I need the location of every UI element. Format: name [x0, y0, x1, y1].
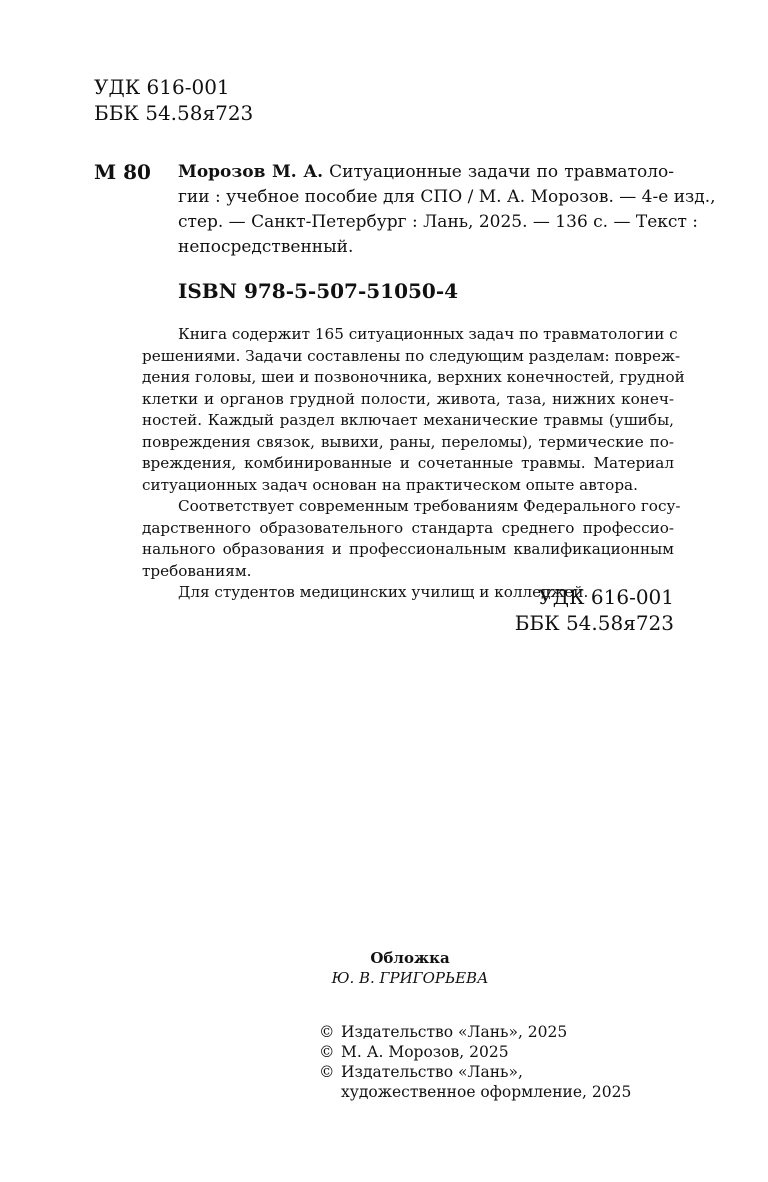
annotation-line: Книга содержит 165 ситуационных задач по травматологии с	[178, 325, 678, 343]
cover-credit	[320, 948, 500, 988]
cover-label: Обложка	[370, 949, 450, 967]
annotation-line: Для студентов медицинских училищ и колледжей.	[178, 583, 589, 601]
annotation-line: ностей. Каждый раздел включает механические травмы (ушибы,	[142, 411, 674, 429]
bbk-code: ББК 54.58я723	[94, 101, 254, 125]
copyright-icon: ©	[319, 1063, 335, 1081]
annotation-line: Соответствует современным требованиям Федерального госу-	[178, 497, 681, 515]
author-name: Морозов М. А.	[178, 162, 324, 182]
copyright-icon: ©	[319, 1023, 335, 1041]
annotation-line: нального образования и профессиональным квалификационным	[142, 540, 674, 558]
copyright-line: © М. А. Морозов, 2025	[319, 1043, 509, 1061]
udk-code: УДК 616-001	[538, 585, 674, 609]
copyright-line: © Издательство «Лань», 2025	[319, 1023, 568, 1041]
annotation-line: клетки и органов грудной полости, живота, таза, нижних конеч-	[142, 389, 674, 408]
annotation-line: дарственного образовательного стандарта среднего профессио-	[142, 518, 674, 537]
annotation-line: ситуационных задач основан на практическом опыте автора.	[142, 475, 638, 494]
copyright-icon: ©	[319, 1043, 335, 1061]
copyright-block	[319, 1022, 631, 1102]
author-mark: М 80	[94, 160, 151, 184]
annotation-line: требованиям.	[142, 561, 252, 580]
annotation-line: решениями. Задачи составлены по следующим разделам: повреж-	[142, 346, 681, 365]
isbn: ISBN 978-5-507-51050-4	[178, 279, 459, 303]
bibliographic-line: Морозов М. А. Ситуационные задачи по травматоло-	[178, 162, 674, 182]
annotation	[142, 324, 685, 604]
annotation-line: вреждения, комбинированные и сочетанные травмы. Материал	[142, 454, 674, 472]
udk-code: УДК 616-001	[94, 75, 230, 99]
copyright-line-continuation: художественное оформление, 2025	[341, 1083, 632, 1101]
bibliographic-description	[178, 160, 716, 260]
bibliographic-line: стер. — Санкт-Петербург : Лань, 2025. — 136 с. — Текст :	[178, 212, 698, 232]
copyright-line: © Издательство «Лань»,	[319, 1063, 523, 1081]
bbk-code: ББК 54.58я723	[514, 611, 674, 635]
classification-block-top	[94, 74, 253, 126]
bibliographic-line: гии : учебное пособие для СПО / М. А. Морозов. — 4-е изд.,	[178, 187, 716, 207]
cover-designer: Ю. В. ГРИГОРЬЕВА	[331, 969, 489, 987]
classification-block-bottom	[515, 584, 674, 636]
bibliographic-line: непосредственный.	[178, 237, 354, 257]
annotation-line: дения головы, шеи и позвоночника, верхних конечностей, грудной	[142, 368, 685, 386]
annotation-line: повреждения связок, вывихи, раны, переломы), термические по-	[142, 432, 674, 451]
